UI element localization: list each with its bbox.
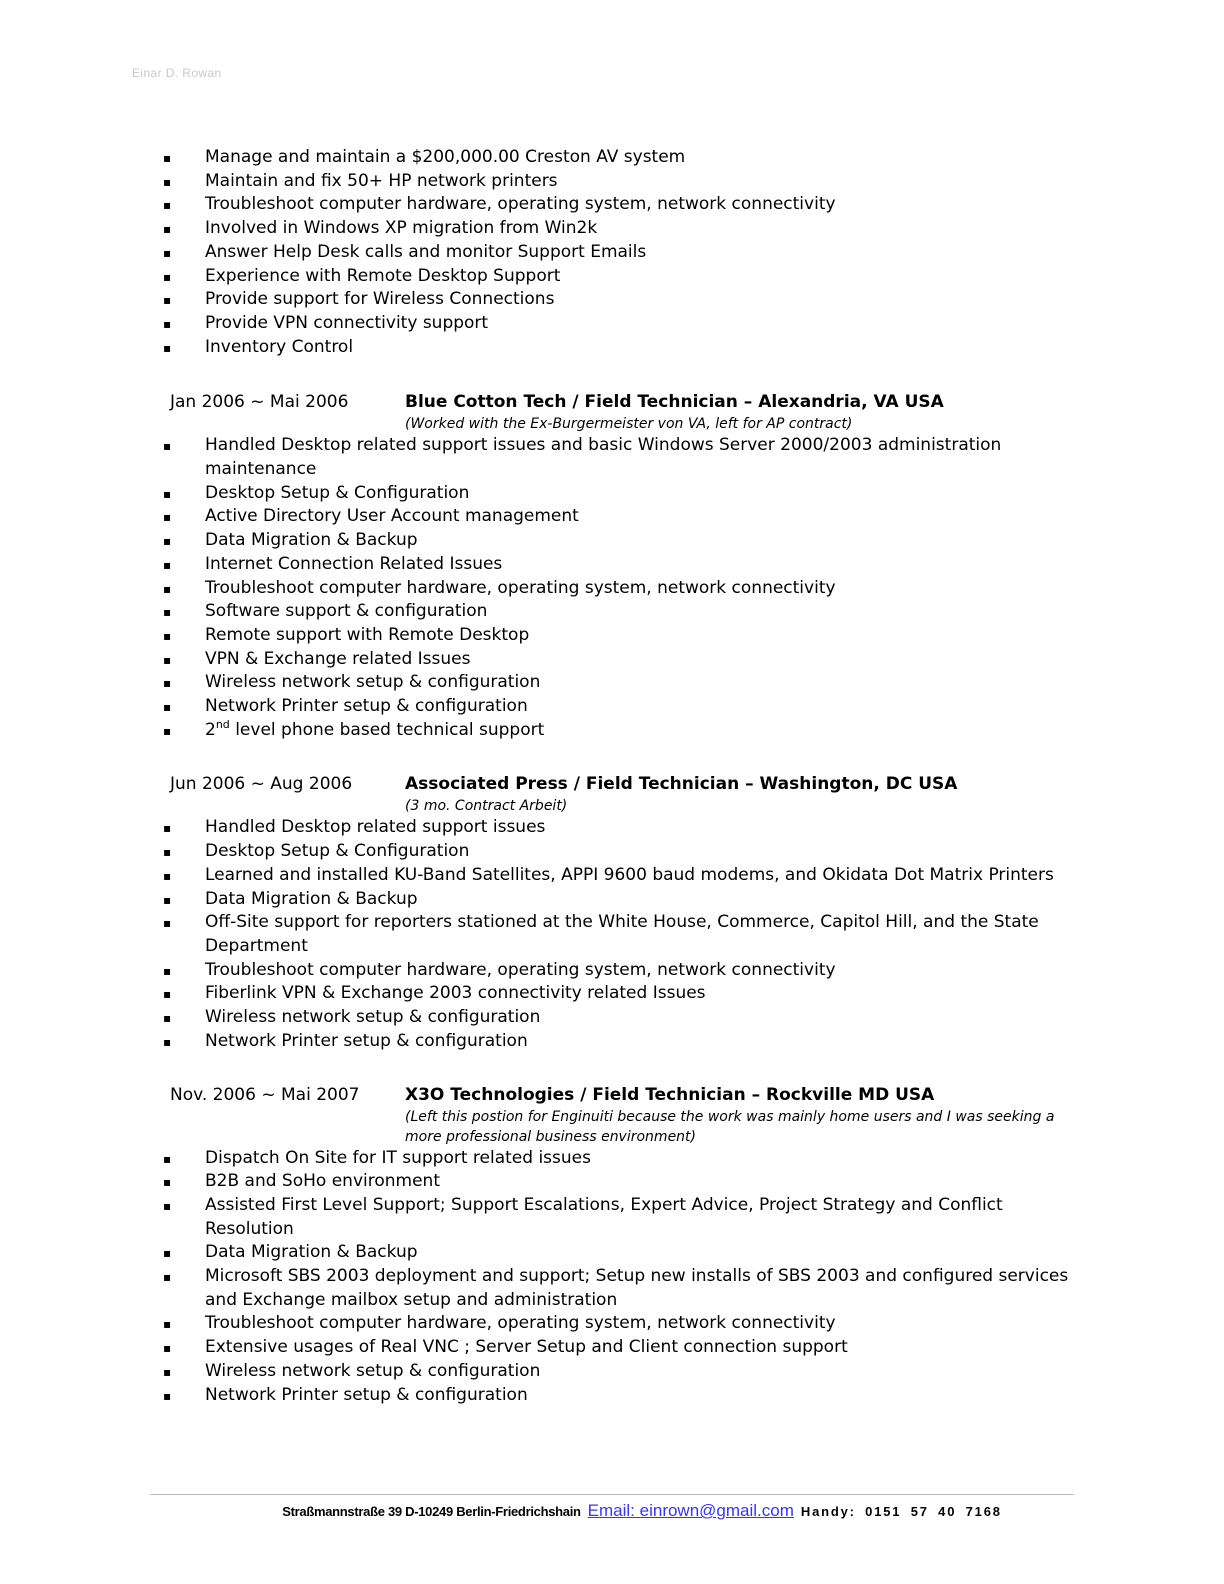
bullet-icon: ▪ — [163, 534, 172, 549]
bullet-text: VPN & Exchange related Issues — [205, 648, 471, 669]
bullet-icon: ▪ — [163, 652, 172, 667]
bullet-text: Maintain and fix 50+ HP network printers — [205, 170, 558, 191]
list-item — [163, 840, 1095, 864]
bullet-text: Provide VPN connectivity support — [205, 312, 489, 333]
job-bullet-list — [163, 816, 1095, 1053]
bullet-icon: ▪ — [163, 1246, 172, 1261]
list-item — [163, 434, 1095, 481]
bullet-text: Software support & configuration — [205, 601, 488, 622]
list-item — [163, 1194, 1095, 1241]
bullet-text: Provide support for Wireless Connections — [205, 289, 555, 310]
list-item — [163, 624, 1095, 648]
list-item — [163, 482, 1095, 506]
list-item — [163, 816, 1095, 840]
bullet-icon: ▪ — [163, 1388, 172, 1403]
bullet-text: Answer Help Desk calls and monitor Support Emails — [205, 241, 647, 262]
bullet-text: Desktop Setup & Configuration — [205, 841, 470, 862]
bullet-text: Troubleshoot computer hardware, operating system, network connectivity — [205, 959, 836, 980]
bullet-icon: ▪ — [163, 293, 172, 308]
job-title: Associated Press / Field Technician – Washington, DC USA — [405, 774, 958, 795]
job-date-range: Jan 2006 ~ Mai 2006 — [170, 392, 349, 413]
bullet-text: Extensive usages of Real VNC ; Server Setup and Client connection support — [205, 1337, 848, 1358]
list-item — [163, 146, 1095, 170]
bullet-icon: ▪ — [163, 868, 172, 883]
list-item — [163, 1312, 1095, 1336]
bullet-icon: ▪ — [163, 557, 172, 572]
list-item — [163, 982, 1095, 1006]
list-item — [163, 1006, 1095, 1030]
list-item — [163, 600, 1095, 624]
bullet-text: Handled Desktop related support issues — [205, 817, 546, 838]
bullet-icon: ▪ — [163, 1364, 172, 1379]
bullet-text: Data Migration & Backup — [205, 888, 418, 909]
list-item — [163, 1241, 1095, 1265]
job-date-range: Jun 2006 ~ Aug 2006 — [170, 774, 353, 795]
list-item — [163, 1336, 1095, 1360]
intro-bullet-list — [163, 146, 1095, 359]
list-item — [163, 336, 1095, 360]
bullet-icon: ▪ — [163, 269, 172, 284]
bullet-text: Network Printer setup & configuration — [205, 1384, 528, 1405]
bullet-text: Troubleshoot computer hardware, operating system, network connectivity — [205, 1313, 836, 1334]
bullet-icon: ▪ — [163, 316, 172, 331]
experience-section-associated-press — [163, 772, 1095, 1053]
footer-divider — [150, 1494, 1074, 1495]
bullet-text: Involved in Windows XP migration from Win2k — [205, 218, 598, 239]
list-item — [163, 217, 1095, 241]
bullet-text: B2B and SoHo environment — [205, 1171, 440, 1192]
bullet-icon: ▪ — [163, 987, 172, 1002]
bullet-icon: ▪ — [163, 1198, 172, 1213]
bullet-text: Internet Connection Related Issues — [205, 553, 503, 574]
bullet-text: Data Migration & Backup — [205, 530, 418, 551]
bullet-text: 2 — [205, 719, 216, 740]
bullet-icon: ▪ — [163, 486, 172, 501]
list-item — [163, 959, 1095, 983]
list-item-ordinal — [163, 717, 1095, 743]
bullet-text: Network Printer setup & configuration — [205, 1030, 528, 1051]
bullet-text: Manage and maintain a $200,000.00 Creston AV system — [205, 147, 686, 167]
list-item — [163, 241, 1095, 265]
bullet-text: Troubleshoot computer hardware, operating system, network connectivity — [205, 194, 836, 215]
bullet-text: Dispatch On Site for IT support related issues — [205, 1147, 591, 1168]
bullet-text: Fiberlink VPN & Exchange 2003 connectivity related Issues — [205, 983, 706, 1004]
bullet-text: Remote support with Remote Desktop — [205, 624, 530, 645]
job-header — [170, 772, 1095, 796]
experience-section-blue-cotton — [163, 390, 1095, 742]
list-item — [163, 312, 1095, 336]
bullet-icon: ▪ — [163, 1011, 172, 1026]
bullet-text: Handled Desktop related support issues and basic Windows Server 2000/2003 administration maintenance — [205, 435, 1002, 480]
bullet-icon: ▪ — [163, 963, 172, 978]
list-item — [163, 888, 1095, 912]
bullet-icon: ▪ — [163, 581, 172, 596]
list-item — [163, 1147, 1095, 1171]
job-header — [170, 1083, 1095, 1107]
list-item — [163, 193, 1095, 217]
bullet-icon: ▪ — [163, 628, 172, 643]
job-bullet-list — [163, 434, 1095, 742]
list-item — [163, 1265, 1095, 1312]
resume-content — [163, 146, 1095, 1407]
list-item — [163, 288, 1095, 312]
bullet-icon: ▪ — [163, 1270, 172, 1285]
bullet-text: Inventory Control — [205, 336, 354, 357]
bullet-icon: ▪ — [163, 700, 172, 715]
list-item — [163, 1360, 1095, 1384]
bullet-icon: ▪ — [163, 245, 172, 260]
list-item — [163, 648, 1095, 672]
bullet-icon: ▪ — [163, 821, 172, 836]
job-header — [170, 390, 1095, 414]
list-item — [163, 695, 1095, 719]
job-date-range: Nov. 2006 ~ Mai 2007 — [170, 1084, 360, 1105]
bullet-icon: ▪ — [163, 1151, 172, 1166]
ordinal-suffix: nd — [215, 717, 230, 731]
bullet-text: Data Migration & Backup — [205, 1242, 418, 1263]
footer-email-link[interactable]: Email: einrown@gmail.com — [587, 1501, 794, 1520]
list-item — [163, 577, 1095, 601]
bullet-icon: ▪ — [163, 222, 172, 237]
bullet-text: Network Printer setup & configuration — [205, 696, 528, 717]
bullet-text: Wireless network setup & configuration — [205, 1007, 541, 1028]
job-title: Blue Cotton Tech / Field Technician – Alexandria, VA USA — [405, 392, 944, 413]
bullet-icon: ▪ — [163, 439, 172, 454]
list-item — [163, 170, 1095, 194]
bullet-text: Desktop Setup & Configuration — [205, 482, 470, 503]
bullet-icon: ▪ — [163, 845, 172, 860]
job-note: (Left this postion for Enginuiti because the work was mainly home users and I was seeking a more professional business environment) — [405, 1108, 1055, 1145]
list-item — [163, 265, 1095, 289]
bullet-text: Learned and installed KU-Band Satellites, APPI 9600 baud modems, and Okidata Dot Matrix Printers — [205, 864, 1054, 885]
bullet-text: Off-Site support for reporters stationed at the White House, Commerce, Capitol Hill, and the State Department — [205, 912, 1039, 956]
list-item — [163, 529, 1095, 553]
bullet-text: Wireless network setup & configuration — [205, 672, 541, 693]
bullet-icon: ▪ — [163, 676, 172, 691]
bullet-icon: ▪ — [163, 605, 172, 620]
footer-address: Straßmannstraße 39 D-10249 Berlin-Friedrichshain — [282, 1504, 581, 1519]
bullet-icon: ▪ — [163, 1317, 172, 1332]
bullet-icon: ▪ — [163, 916, 172, 931]
bullet-icon: ▪ — [163, 1175, 172, 1190]
bullet-text: Microsoft SBS 2003 deployment and support; Setup new installs of SBS 2003 and configured services and Exchange mailbox setup and administration — [205, 1266, 1069, 1310]
bullet-icon: ▪ — [163, 892, 172, 907]
list-item — [163, 1030, 1095, 1054]
list-item — [163, 911, 1095, 958]
footer — [180, 1501, 1104, 1521]
bullet-icon: ▪ — [163, 198, 172, 213]
job-title: X3O Technologies / Field Technician – Rockville MD USA — [405, 1084, 935, 1105]
list-item — [163, 505, 1095, 529]
job-note: (3 mo. Contract Arbeit) — [405, 798, 568, 815]
bullet-icon: ▪ — [163, 1341, 172, 1356]
bullet-icon: ▪ — [163, 510, 172, 525]
bullet-text: Wireless network setup & configuration — [205, 1360, 541, 1381]
bullet-text: Troubleshoot computer hardware, operating system, network connectivity — [205, 577, 836, 598]
list-item — [163, 671, 1095, 695]
list-item — [163, 1170, 1095, 1194]
bullet-text: level phone based technical support — [229, 719, 545, 740]
list-item — [163, 553, 1095, 577]
bullet-icon: ▪ — [163, 723, 172, 738]
job-bullet-list — [163, 1147, 1095, 1408]
bullet-icon: ▪ — [163, 174, 172, 189]
footer-phone: Handy: 0151 57 40 7168 — [800, 1504, 1002, 1519]
bullet-text: Assisted First Level Support; Support Escalations, Expert Advice, Project Strategy and Conflict Resolution — [205, 1194, 1003, 1239]
bullet-text: Experience with Remote Desktop Support — [205, 265, 561, 286]
bullet-text: Active Directory User Account management — [205, 506, 579, 527]
experience-section-x3o — [163, 1083, 1095, 1408]
bullet-icon: ▪ — [163, 340, 172, 355]
bullet-icon: ▪ — [163, 151, 172, 165]
header-name: Einar D. Rowan — [132, 66, 222, 80]
list-item — [163, 864, 1095, 888]
bullet-icon: ▪ — [163, 1034, 172, 1049]
job-note: (Worked with the Ex-Burgermeister von VA, left for AP contract) — [405, 416, 853, 433]
list-item — [163, 1384, 1095, 1408]
